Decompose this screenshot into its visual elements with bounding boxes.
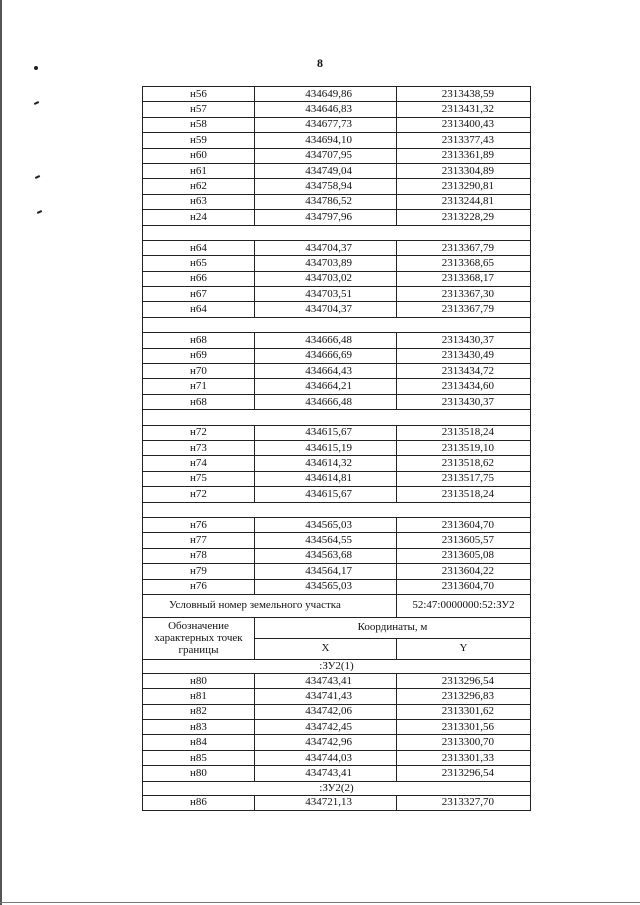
table-row — [143, 564, 531, 579]
table-row — [143, 533, 531, 548]
x-cell: 434758,94 — [255, 179, 397, 194]
y-cell: 2313430,49 — [397, 348, 531, 363]
table-row — [143, 750, 531, 765]
point-cell: н63 — [143, 194, 255, 209]
y-cell: 2313518,24 — [397, 425, 531, 440]
y-cell: 2313400,43 — [397, 117, 531, 132]
y-cell: 2313605,57 — [397, 533, 531, 548]
coordinates-header: Координаты, м — [255, 617, 531, 638]
point-cell: н80 — [143, 766, 255, 781]
coordinates-table — [142, 86, 531, 811]
table-row — [143, 440, 531, 455]
table-row — [143, 425, 531, 440]
x-cell: 434677,73 — [255, 117, 397, 132]
point-cell: н77 — [143, 533, 255, 548]
y-cell: 2313300,70 — [397, 735, 531, 750]
point-cell: н80 — [143, 673, 255, 688]
y-cell: 2313296,54 — [397, 766, 531, 781]
point-cell: н73 — [143, 440, 255, 455]
table-row — [143, 194, 531, 209]
parcel-number-value: 52:47:0000000:52:ЗУ2 — [397, 594, 531, 617]
point-cell: н83 — [143, 720, 255, 735]
table-row — [143, 517, 531, 532]
table-row — [143, 579, 531, 594]
y-cell: 2313368,65 — [397, 256, 531, 271]
y-cell: 2313301,33 — [397, 750, 531, 765]
y-cell: 2313327,70 — [397, 795, 531, 810]
y-cell: 2313301,62 — [397, 704, 531, 719]
y-cell: 2313604,22 — [397, 564, 531, 579]
y-header: Y — [397, 638, 531, 659]
y-cell: 2313368,17 — [397, 271, 531, 286]
y-cell: 2313296,54 — [397, 673, 531, 688]
y-cell: 2313518,62 — [397, 456, 531, 471]
y-cell: 2313605,08 — [397, 548, 531, 563]
table-row — [143, 471, 531, 486]
point-cell: н67 — [143, 287, 255, 302]
table-row — [143, 256, 531, 271]
x-cell: 434649,86 — [255, 87, 397, 102]
table-row — [143, 673, 531, 688]
point-cell: н72 — [143, 487, 255, 502]
separator-row — [143, 317, 531, 332]
y-cell: 2313367,30 — [397, 287, 531, 302]
point-cell: н58 — [143, 117, 255, 132]
point-cell: н71 — [143, 379, 255, 394]
empty-cell — [143, 225, 531, 240]
y-cell: 2313519,10 — [397, 440, 531, 455]
table-row — [143, 210, 531, 225]
point-cell: н74 — [143, 456, 255, 471]
x-cell: 434615,19 — [255, 440, 397, 455]
x-cell: 434742,96 — [255, 735, 397, 750]
scan-edge — [0, 0, 2, 905]
section-title: :ЗУ2(1) — [143, 659, 531, 673]
x-cell: 434744,03 — [255, 750, 397, 765]
x-cell: 434664,43 — [255, 364, 397, 379]
y-cell: 2313434,60 — [397, 379, 531, 394]
point-cell: н76 — [143, 579, 255, 594]
point-cell: н79 — [143, 564, 255, 579]
x-cell: 434563,68 — [255, 548, 397, 563]
x-cell: 434664,21 — [255, 379, 397, 394]
empty-cell — [143, 502, 531, 517]
table-row — [143, 394, 531, 409]
point-cell: н70 — [143, 364, 255, 379]
y-cell: 2313296,83 — [397, 689, 531, 704]
point-cell: н86 — [143, 795, 255, 810]
y-cell: 2313604,70 — [397, 579, 531, 594]
x-cell: 434743,41 — [255, 766, 397, 781]
y-cell: 2313430,37 — [397, 333, 531, 348]
table-row — [143, 240, 531, 255]
table-row — [143, 179, 531, 194]
x-cell: 434703,51 — [255, 287, 397, 302]
y-cell: 2313228,29 — [397, 210, 531, 225]
x-cell: 434707,95 — [255, 148, 397, 163]
y-cell: 2313301,56 — [397, 720, 531, 735]
empty-cell — [143, 410, 531, 425]
x-cell: 434742,06 — [255, 704, 397, 719]
y-cell: 2313604,70 — [397, 517, 531, 532]
y-cell: 2313430,37 — [397, 394, 531, 409]
y-cell: 2313290,81 — [397, 179, 531, 194]
point-cell: н68 — [143, 333, 255, 348]
point-cell: н76 — [143, 517, 255, 532]
x-cell: 434615,67 — [255, 425, 397, 440]
table-row — [143, 689, 531, 704]
x-cell: 434741,43 — [255, 689, 397, 704]
separator-row — [143, 225, 531, 240]
point-cell: н64 — [143, 302, 255, 317]
point-cell: н68 — [143, 394, 255, 409]
point-cell: н81 — [143, 689, 255, 704]
y-cell: 2313438,59 — [397, 87, 531, 102]
point-cell: н56 — [143, 87, 255, 102]
separator-row — [143, 502, 531, 517]
parcel-number-row — [143, 594, 531, 617]
x-cell: 434749,04 — [255, 163, 397, 178]
point-cell: н24 — [143, 210, 255, 225]
x-cell: 434614,81 — [255, 471, 397, 486]
parcel-number-label: Условный номер земельного участка — [143, 594, 397, 617]
y-cell: 2313434,72 — [397, 364, 531, 379]
table-row — [143, 487, 531, 502]
point-cell: н69 — [143, 348, 255, 363]
scan-speck — [37, 210, 42, 214]
y-cell: 2313367,79 — [397, 302, 531, 317]
x-cell: 434666,48 — [255, 394, 397, 409]
x-cell: 434786,52 — [255, 194, 397, 209]
table-row — [143, 133, 531, 148]
table-row — [143, 704, 531, 719]
x-cell: 434743,41 — [255, 673, 397, 688]
point-cell: н66 — [143, 271, 255, 286]
table-row — [143, 720, 531, 735]
x-cell: 434704,37 — [255, 240, 397, 255]
table-row — [143, 795, 531, 810]
x-cell: 434703,89 — [255, 256, 397, 271]
x-cell: 434703,02 — [255, 271, 397, 286]
table-row — [143, 333, 531, 348]
x-cell: 434666,48 — [255, 333, 397, 348]
table-row — [143, 456, 531, 471]
x-cell: 434615,67 — [255, 487, 397, 502]
table-header-row — [143, 617, 531, 638]
table-row — [143, 364, 531, 379]
point-cell: н59 — [143, 133, 255, 148]
point-cell: н65 — [143, 256, 255, 271]
table-row — [143, 102, 531, 117]
point-cell: н72 — [143, 425, 255, 440]
section-title-row — [143, 781, 531, 795]
table-row — [143, 87, 531, 102]
y-cell: 2313361,89 — [397, 148, 531, 163]
designation-header: Обозначение характерных точек границы — [143, 617, 255, 659]
x-cell: 434666,69 — [255, 348, 397, 363]
point-cell: н78 — [143, 548, 255, 563]
empty-cell — [143, 317, 531, 332]
point-cell: н64 — [143, 240, 255, 255]
x-cell: 434614,32 — [255, 456, 397, 471]
x-header: X — [255, 638, 397, 659]
table-row — [143, 348, 531, 363]
scan-speck — [34, 101, 39, 105]
table-row — [143, 117, 531, 132]
x-cell: 434564,17 — [255, 564, 397, 579]
x-cell: 434797,96 — [255, 210, 397, 225]
point-cell: н60 — [143, 148, 255, 163]
table-row — [143, 148, 531, 163]
table-row — [143, 379, 531, 394]
y-cell: 2313518,24 — [397, 487, 531, 502]
scan-bottom-edge — [0, 902, 640, 903]
table-row — [143, 287, 531, 302]
table-row — [143, 766, 531, 781]
point-cell: н61 — [143, 163, 255, 178]
x-cell: 434694,10 — [255, 133, 397, 148]
table-row — [143, 735, 531, 750]
table-row — [143, 271, 531, 286]
x-cell: 434565,03 — [255, 517, 397, 532]
page-number: 8 — [317, 56, 323, 70]
x-cell: 434742,45 — [255, 720, 397, 735]
x-cell: 434565,03 — [255, 579, 397, 594]
section-title-row — [143, 659, 531, 673]
table-row — [143, 163, 531, 178]
table-row — [143, 302, 531, 317]
x-cell: 434564,55 — [255, 533, 397, 548]
separator-row — [143, 410, 531, 425]
y-cell: 2313431,32 — [397, 102, 531, 117]
section-title: :ЗУ2(2) — [143, 781, 531, 795]
point-cell: н57 — [143, 102, 255, 117]
x-cell: 434721,13 — [255, 795, 397, 810]
x-cell: 434704,37 — [255, 302, 397, 317]
x-cell: 434646,83 — [255, 102, 397, 117]
table-row — [143, 548, 531, 563]
point-cell: н75 — [143, 471, 255, 486]
point-cell: н62 — [143, 179, 255, 194]
point-cell: н82 — [143, 704, 255, 719]
point-cell: н84 — [143, 735, 255, 750]
y-cell: 2313244,81 — [397, 194, 531, 209]
y-cell: 2313304,89 — [397, 163, 531, 178]
scan-speck — [35, 175, 40, 179]
y-cell: 2313517,75 — [397, 471, 531, 486]
point-cell: н85 — [143, 750, 255, 765]
y-cell: 2313367,79 — [397, 240, 531, 255]
y-cell: 2313377,43 — [397, 133, 531, 148]
